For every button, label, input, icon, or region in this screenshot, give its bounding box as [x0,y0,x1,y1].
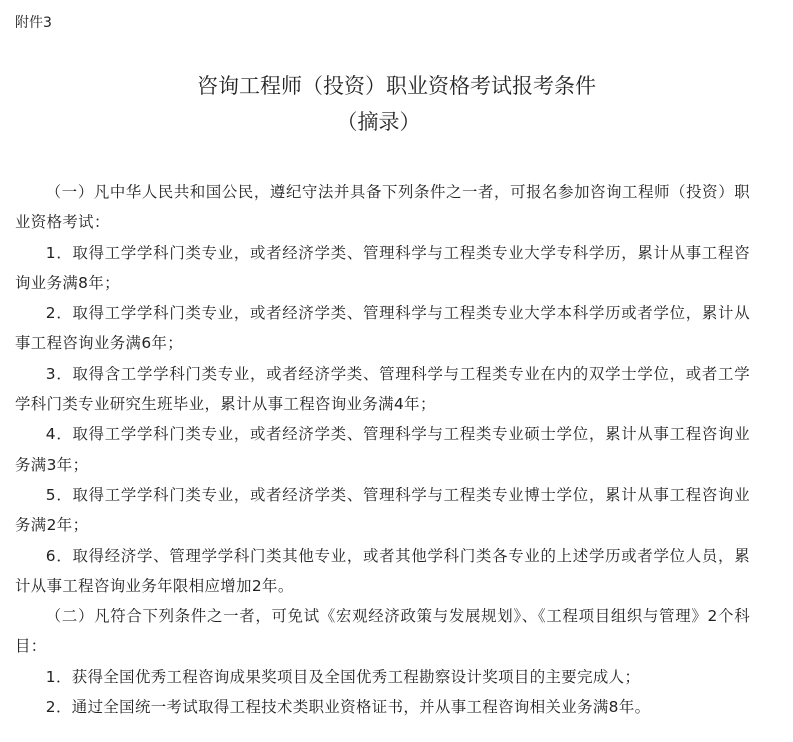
document-body [15,177,750,722]
paragraph-section-2-intro: （二）凡符合下列条件之一者，可免试《宏观经济政策与发展规划》、《工程项目组织与管理》2个科目： [15,607,750,656]
paragraph-condition-1: 1．取得工学学科门类专业，或者经济学类、管理科学与工程类专业大学专科学历，累计从事工程咨询业务满8年； [15,243,750,292]
paragraph-section-1-intro: （一）凡中华人民共和国公民，遵纪守法并具备下列条件之一者，可报名参加咨询工程师（投资）职业资格考试： [15,183,750,232]
paragraph-condition-5: 5．取得工学学科门类专业，或者经济学类、管理科学与工程类专业博士学位，累计从事工程咨询业务满2年； [15,485,750,535]
document-subtitle: （摘录） [336,110,421,134]
paragraph-exemption-1: 1．获得全国优秀工程咨询成果奖项目及全国优秀工程勘察设计奖项目的主要完成人； [45,667,641,686]
paragraph-condition-3: 3．取得含工学学科门类专业，或者经济学类、管理科学与工程类专业在内的双学士学位，或者工学学科门类专业研究生班毕业，累计从事工程咨询业务满4年； [15,364,750,414]
attachment-label: 附件3 [15,15,52,31]
paragraph-condition-2: 2．取得工学学科门类专业，或者经济学类、管理科学与工程类专业大学本科学历或者学位，累计从事工程咨询业务满6年； [15,304,750,353]
paragraph-exemption-2: 2．通过全国统一考试取得工程技术类职业资格证书，并从事工程咨询相关业务满8年。 [45,698,651,717]
paragraph-condition-4: 4．取得工学学科门类专业，或者经济学类、管理科学与工程类专业硕士学位，累计从事工程咨询业务满3年； [15,425,750,474]
paragraph-condition-6: 6．取得经济学、管理学学科门类其他专业，或者其他学科门类各专业的上述学历或者学位人员，累计从事工程咨询业务年限相应增加2年。 [15,546,750,595]
document-title: 咨询工程师（投资）职业资格考试报考条件 [197,74,596,98]
